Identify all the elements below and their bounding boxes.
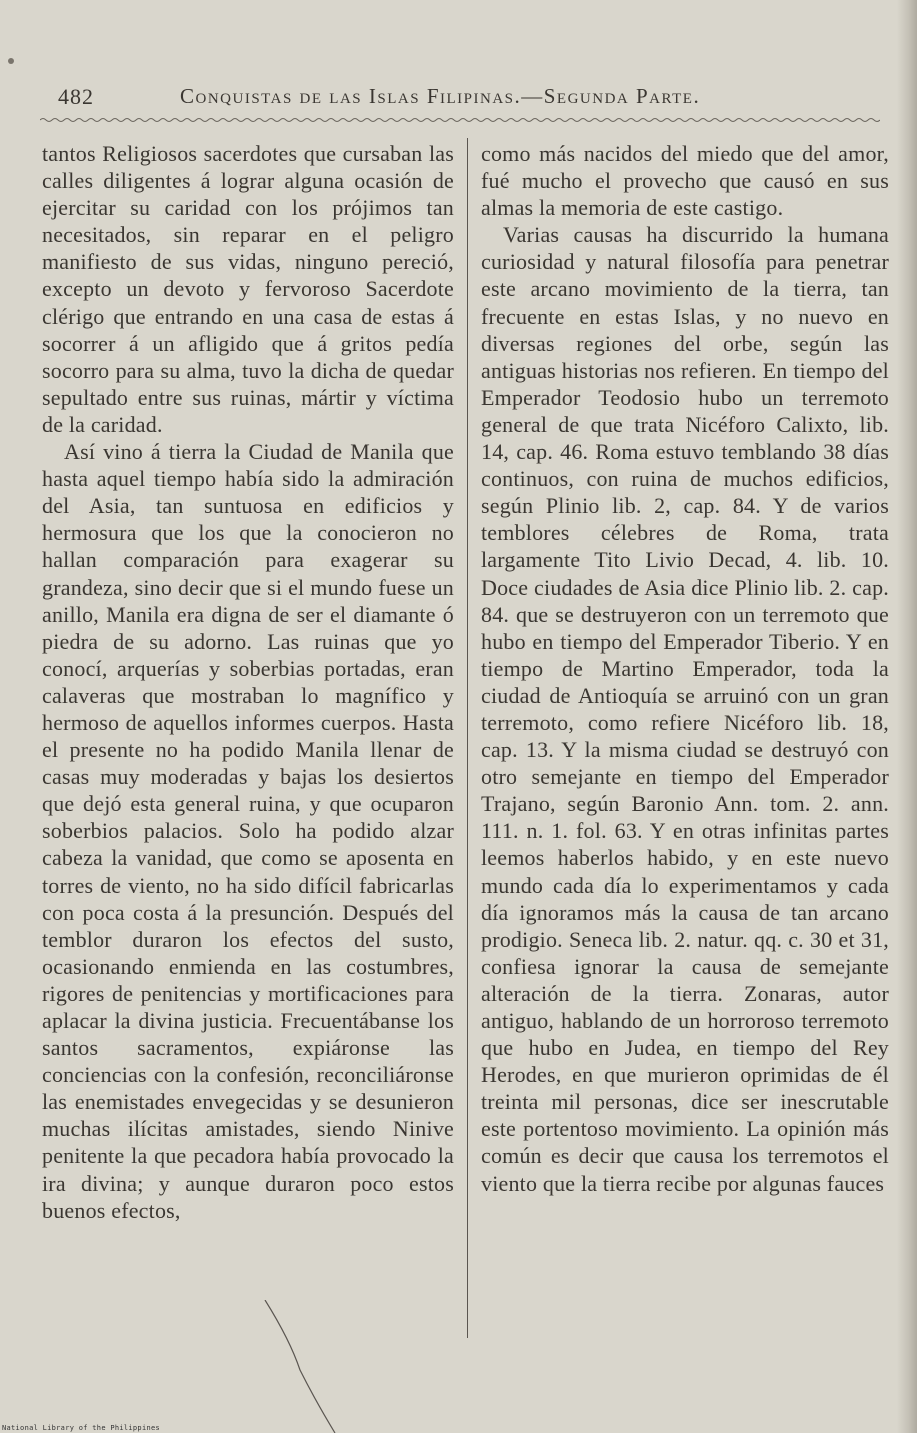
right-column <box>481 140 889 1197</box>
paragraph: Así vino á tierra la Ciudad de Manila que hasta aquel tiempo había sido la admiración del Asia, tan suntuosa en edificios y hermosura que los que la conocieron no hallan comparación para exagerar su grandeza, sino decir que si el mundo fuese un anillo, Manila era digna de ser el diamante ó piedra de su adorno. Las ruinas que yo conocí, arquerías y soberbias portadas, eran calaveras que mostraban lo magnífico y hermoso de aquellos informes cuerpos. Hasta el presente no ha podido Manila llenar de casas muy moderadas y bajas los desiertos que dejó esta general ruina, y que ocuparon soberbios palacios. Solo ha podido alzar cabeza la vanidad, que como se aposenta en torres de viento, no ha sido difícil fabricarlas con poca costa á la presunción. Después del temblor duraron los efectos del susto, ocasionando enmienda en las costumbres, rigores de penitencias y mortificaciones para aplacar la divina justicia. Frecuentábanse los santos sacramentos, expiáronse las conciencias con la confesión, reconciliáronse las enemistades envegecidas y se desunieron muchas ilícitas amistades, siendo Ninive penitente la que pecadora había provocado la ira divina; y aunque duraron poco estos buenos efectos, <box>42 439 454 1223</box>
page-number: 482 <box>58 84 94 109</box>
page-edge-shadow <box>897 0 917 1433</box>
column-divider <box>467 138 468 1338</box>
running-head: Conquistas de las Islas Filipinas.—Segunda Parte. <box>180 84 701 108</box>
paragraph: tantos Religiosos sacerdotes que cursaban las calles diligentes á lograr alguna ocasión de ejercitar su caridad con los prójimos tan necesitados, sin reparar en el peligro manifiesto de sus vidas, ninguno pereció, excepto un devoto y fervoroso Sacerdote clérigo que entrando en una casa de estas á socorrer á un afligido que á gritos pedía socorro para su alma, tuvo la dicha de quedar sepultado entre sus ruinas, mártir y víctima de la caridad. <box>42 141 454 437</box>
left-column <box>42 140 454 1224</box>
paper-speck <box>8 58 14 64</box>
header-wavy-rule <box>40 117 880 123</box>
paragraph: Varias causas ha discurrido la humana curiosidad y natural filosofía para penetrar este arcano movimiento de la tierra, tan frecuente en estas Islas, y no nuevo en diversas regiones del orbe, según las antiguas historias nos refieren. En tiempo del Emperador Teodosio hubo un terremoto general de que trata Nicéforo Calixto, lib. 14, cap. 46. Roma estuvo temblando 38 días continuos, con ruina de muchos edificios, según Plinio lib. 2, cap. 84. Y de varios temblores célebres de Roma, trata largamente Tito Livio Decad, 4. lib. 10. Doce ciudades de Asia dice Plinio lib. 2. cap. 84. que se destruyeron con un terremoto que hubo en tiempo del Emperador Tiberio. Y en tiempo de Martino Emperador, toda la ciudad de Antioquía se arruinó con un gran terremoto, como refiere Nicéforo lib. 18, cap. 13. Y la misma ciudad se destruyó con otro semejante en tiempo del Emperador Trajano, según Baronio Ann. tom. 2. ann. 111. n. 1. fol. 63. Y en otras infinitas partes leemos haberlos habido, y en este nuevo mundo cada día lo experimentamos y cada día ignoramos más la causa de tan arcano prodigio. Seneca lib. 2. natur. qq. c. 30 et 31, confiesa ignorar la causa de semejante alteración de la tierra. Zonaras, autor antiguo, hablando de un horroroso terremoto que hubo en Judea, en tiempo del Rey Herodes, en que murieron oprimidas de él treinta mil personas, dice ser inescrutable este portentoso movimiento. La opinión más común es decir que causa los terremotos el viento que la tierra recibe por algunas fauces <box>481 222 889 1196</box>
library-credit: National Library of the Philippines <box>2 1424 161 1432</box>
paper-crease <box>260 1300 360 1433</box>
paragraph: como más nacidos del miedo que del amor, fué mucho el provecho que causó en sus almas la memoria de este castigo. <box>481 141 889 221</box>
